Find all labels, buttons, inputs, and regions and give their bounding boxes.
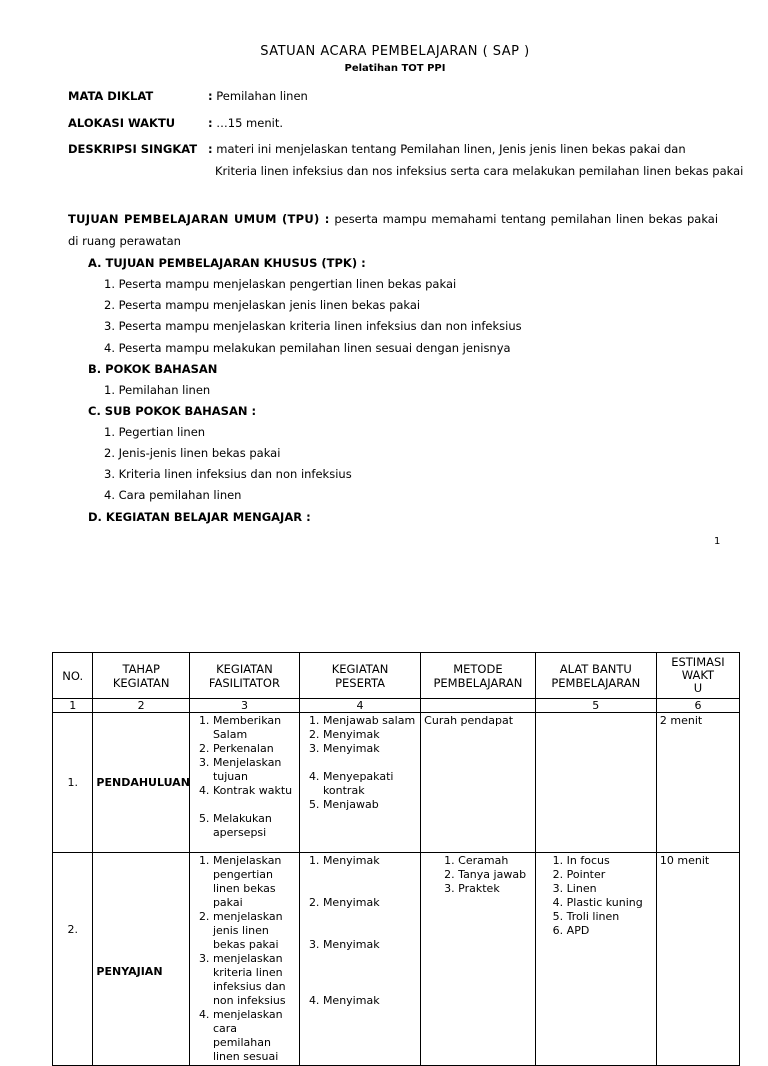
list-item: 3. menjelaskan kriteria linen infeksius dan non infeksius — [213, 952, 296, 1008]
kbm-table — [52, 652, 740, 1066]
header-metode: METODE PEMBELAJARAN — [421, 653, 536, 699]
pokok-bahasan-item: 1. Pemilahan linen — [104, 383, 211, 397]
table-row — [53, 713, 740, 853]
sub-pokok-item: 2. Jenis-jenis linen bekas pakai — [104, 446, 281, 460]
row-tahap: PENDAHULUAN — [93, 713, 190, 853]
tpk-item: 1. Peserta mampu menjelaskan pengertian linen bekas pakai — [104, 277, 457, 291]
header-fasilitator: KEGIATAN FASILITATOR — [189, 653, 299, 699]
deskripsi-label: DESKRIPSI SINGKAT — [68, 142, 198, 156]
col-number: 3 — [189, 699, 299, 713]
row-number: 2. — [53, 853, 93, 1066]
mata-diklat-value: : Pemilahan linen — [208, 89, 308, 103]
list-item: 4. Menyimak — [323, 994, 417, 1008]
tpk-item: 3. Peserta mampu menjelaskan kriteria linen infeksius dan non infeksius — [104, 319, 522, 333]
list-item: 4. menjelaskan cara pemilahan linen sesuai — [213, 1008, 296, 1064]
list-item: 3. Praktek — [458, 882, 532, 896]
document-title: SATUAN ACARA PEMBELAJARAN ( SAP ) — [260, 44, 530, 59]
list-item: 5. Melakukan apersepsi — [213, 812, 296, 840]
col-number: 1 — [53, 699, 93, 713]
page-number: 1 — [714, 536, 721, 547]
tpk-item: 4. Peserta mampu melakukan pemilahan linen sesuai dengan jenisnya — [104, 341, 511, 355]
row-alat — [535, 713, 656, 853]
row-estimasi: 10 menit — [656, 853, 739, 1066]
list-item: 4. Kontrak waktu — [213, 784, 296, 798]
row-peserta — [299, 853, 420, 1066]
row-metode: Curah pendapat — [421, 713, 536, 853]
col-number: 2 — [93, 699, 190, 713]
row-fasilitator — [189, 853, 299, 1066]
list-item: 5. Troli linen — [567, 910, 653, 924]
table-header-row — [53, 653, 740, 699]
row-tahap: PENYAJIAN — [93, 853, 190, 1066]
list-item: 6. APD — [567, 924, 653, 938]
list-item: 2. Perkenalan — [213, 742, 296, 756]
list-item: 2. Tanya jawab — [458, 868, 532, 882]
row-estimasi: 2 menit — [656, 713, 739, 853]
list-item: 3. Menyimak — [323, 742, 417, 756]
list-item: 1. Menyimak — [323, 854, 417, 868]
list-item: 4. Menyepakati kontrak — [323, 770, 417, 798]
list-item: 3. Menjelaskan tujuan — [213, 756, 296, 784]
pokok-bahasan-heading: B. POKOK BAHASAN — [88, 362, 218, 376]
list-item: 1. Menjelaskan pengertian linen bekas pakai — [213, 854, 296, 910]
list-item: 2. menjelaskan jenis linen bekas pakai — [213, 910, 296, 952]
sub-pokok-item: 1. Pegertian linen — [104, 425, 206, 439]
list-item: 1. Menjawab salam — [323, 714, 417, 728]
list-item: 1. Memberikan Salam — [213, 714, 296, 742]
deskripsi-line-2: Kriteria linen infeksius dan nos infeksius serta cara melakukan pemilahan linen bekas pakai — [215, 164, 744, 178]
list-item: 2. Pointer — [567, 868, 653, 882]
tpk-heading: A. TUJUAN PEMBELAJARAN KHUSUS (TPK) : — [88, 256, 366, 270]
col-number — [421, 699, 536, 713]
header-no: NO. — [53, 653, 93, 699]
alokasi-waktu-value: : …15 menit. — [208, 116, 283, 130]
list-item: 4. Plastic kuning — [567, 896, 653, 910]
tpu-paragraph: TUJUAN PEMBELAJARAN UMUM (TPU) : peserta mampu memahami tentang pemilahan linen bekas pakai di ruang perawatan — [68, 212, 719, 248]
list-item: 2. Menyimak — [323, 896, 417, 910]
list-item: 1. Ceramah — [458, 854, 532, 868]
row-metode — [421, 853, 536, 1066]
table-number-row — [53, 699, 740, 713]
sub-pokok-item: 3. Kriteria linen infeksius dan non infeksius — [104, 467, 352, 481]
row-number: 1. — [53, 713, 93, 853]
tpk-item: 2. Peserta mampu menjelaskan jenis linen bekas pakai — [104, 298, 421, 312]
col-number: 4 — [299, 699, 420, 713]
row-fasilitator — [189, 713, 299, 853]
row-alat — [535, 853, 656, 1066]
mata-diklat-label: MATA DIKLAT — [68, 89, 154, 103]
header-alat: ALAT BANTU PEMBELAJARAN — [535, 653, 656, 699]
deskripsi-line-1: : materi ini menjelaskan tentang Pemilahan linen, Jenis jenis linen bekas pakai dan — [208, 142, 686, 156]
list-item: 2. Menyimak — [323, 728, 417, 742]
sub-pokok-item: 4. Cara pemilahan linen — [104, 488, 242, 502]
list-item: 1. In focus — [567, 854, 653, 868]
list-item: 3. Menyimak — [323, 938, 417, 952]
sub-pokok-heading: C. SUB POKOK BAHASAN : — [88, 404, 257, 418]
table-row — [53, 853, 740, 1066]
document-subtitle: Pelatihan TOT PPI — [344, 63, 446, 74]
header-estimasi: ESTIMASI WAKT U — [656, 653, 739, 699]
col-number: 6 — [656, 699, 739, 713]
header-peserta: KEGIATAN PESERTA — [299, 653, 420, 699]
kbm-heading: D. KEGIATAN BELAJAR MENGAJAR : — [88, 510, 311, 524]
header-tahap: TAHAP KEGIATAN — [93, 653, 190, 699]
list-item: 3. Linen — [567, 882, 653, 896]
row-peserta — [299, 713, 420, 853]
list-item: 5. Menjawab — [323, 798, 417, 812]
col-number: 5 — [535, 699, 656, 713]
alokasi-waktu-label: ALOKASI WAKTU — [68, 116, 176, 130]
